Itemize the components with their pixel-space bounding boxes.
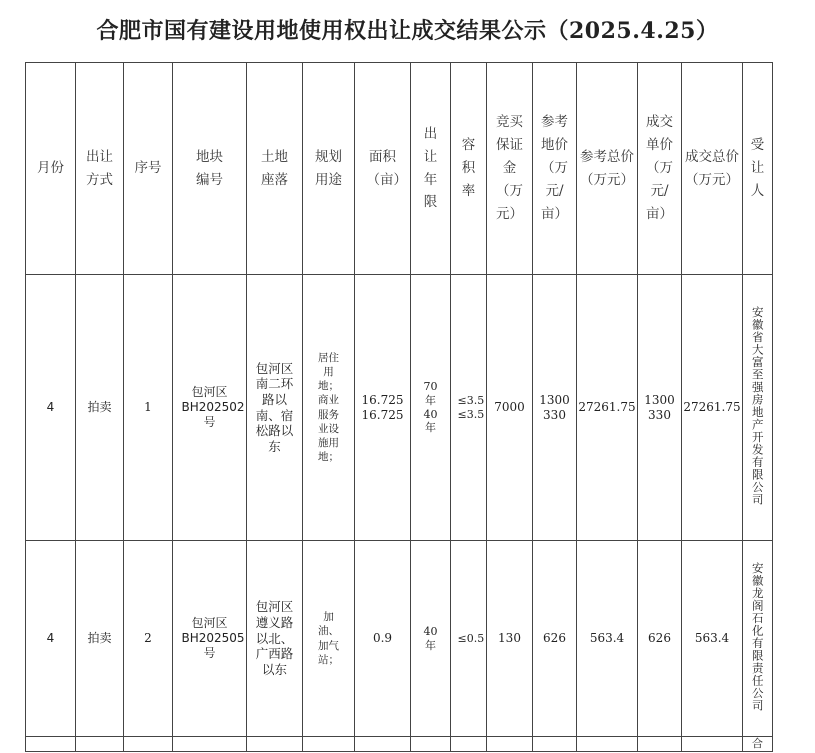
cell-buyer: 安徽龙阁石化有限责任公司 [743,541,773,737]
cell-unit-price: 1300 330 [638,275,682,541]
cell-location: 包河区南二环路以南、宿松路以东 [247,275,303,541]
cell-use: 加油、加气站； [303,541,355,737]
cell-month: 4 [26,541,76,737]
cell-ref-total: 27261.75 [577,275,638,541]
cell-seq: 2 [124,541,173,737]
header-buyer: 受让人 [743,63,773,275]
cell-method: 拍卖 [76,275,124,541]
cell-deposit: 7000 [487,275,533,541]
header-area: 面积（亩） [355,63,411,275]
cell-far: ≤0.5 [451,541,487,737]
header-parcel-no: 地块编号 [173,63,247,275]
cell-method: 拍卖 [76,541,124,737]
header-seq: 序号 [124,63,173,275]
cell-term: 70年 40年 [411,275,451,541]
header-far: 容积率 [451,63,487,275]
cell-ref-total: 563.4 [577,541,638,737]
land-transfer-results-table [25,62,773,752]
header-month: 月份 [26,63,76,275]
table-row-partial [26,737,773,752]
table-header-row [26,63,773,275]
cell-unit-price: 626 [638,541,682,737]
header-location: 土地座落 [247,63,303,275]
cell-month: 4 [26,275,76,541]
cell-far: ≤3.5 ≤3.5 [451,275,487,541]
cell-deposit: 130 [487,541,533,737]
table-row [26,275,773,541]
header-method: 出让方式 [76,63,124,275]
cell-parcel-no: 包河区BH202502号 [173,275,247,541]
cell-deal-total: 563.4 [682,541,743,737]
cell-parcel-no: 包河区BH202505号 [173,541,247,737]
cell-ref-price: 626 [533,541,577,737]
cell-area: 0.9 [355,541,411,737]
header-deposit: 竞买保证金（万元） [487,63,533,275]
cell-buyer: 安徽省大富至强房地产开发有限公司 [743,275,773,541]
header-deal-total: 成交总价（万元） [682,63,743,275]
cell-area: 16.725 16.725 [355,275,411,541]
cell-ref-price: 1300 330 [533,275,577,541]
cell-location: 包河区遵义路以北、广西路以东 [247,541,303,737]
header-use: 规划用途 [303,63,355,275]
page-title: 合肥市国有建设用地使用权出让成交结果公示（2025.4.25） [96,18,719,44]
header-term: 出让年限 [411,63,451,275]
cell-use: 居住用地；商业服务业设施用地； [303,275,355,541]
header-ref-price: 参考地价（万元/亩） [533,63,577,275]
cell-term: 40年 [411,541,451,737]
cell-deal-total: 27261.75 [682,275,743,541]
cell-buyer: 合 [743,737,773,752]
cell-seq: 1 [124,275,173,541]
table-row [26,541,773,737]
header-ref-total: 参考总价（万元） [577,63,638,275]
header-unit-price: 成交单价（万元/亩） [638,63,682,275]
